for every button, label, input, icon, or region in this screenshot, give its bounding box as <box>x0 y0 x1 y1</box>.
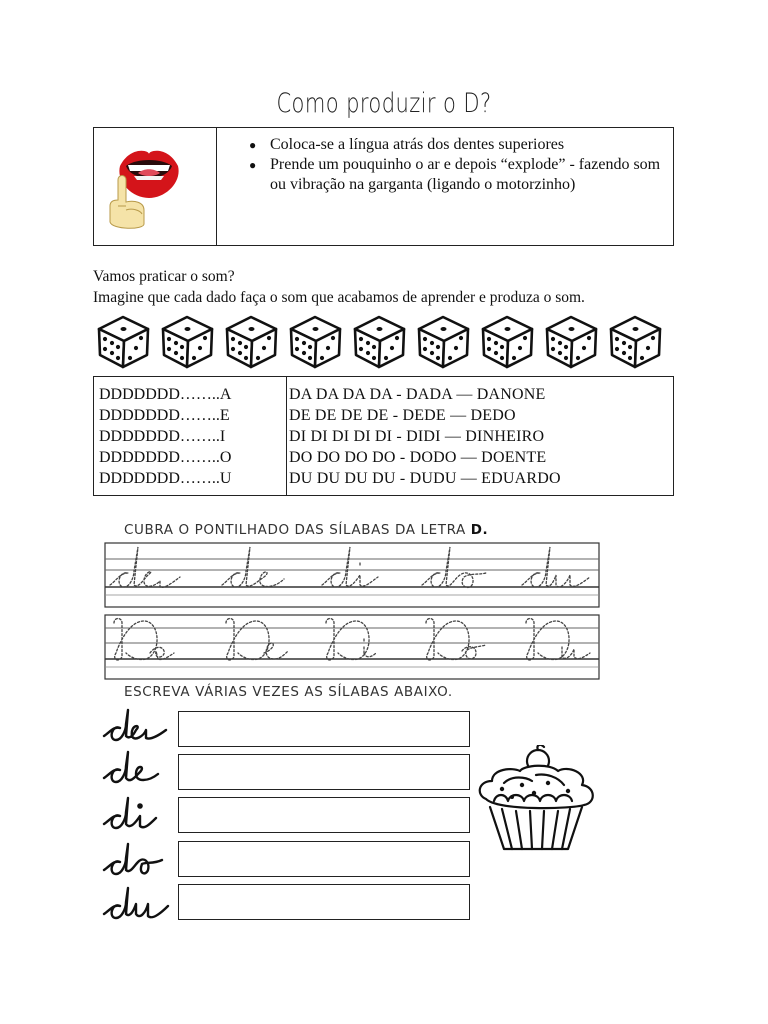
word-row: DO DO DO DO - DODO — DOENTE <box>289 449 547 466</box>
writing-box-di[interactable] <box>178 797 470 833</box>
dotted-syllable <box>522 541 523 542</box>
dotted-syllable <box>222 541 223 542</box>
die-icon <box>351 311 408 370</box>
writing-box-da[interactable] <box>178 711 470 747</box>
sound-row: DDDDDDD……..E <box>99 407 230 424</box>
dotted-syllable <box>109 541 110 542</box>
cupcake-illustration <box>472 745 600 857</box>
dotted-syllable <box>322 541 323 542</box>
sound-row: DDDDDDD……..I <box>99 428 226 445</box>
page-title: Como produzir o D? <box>276 88 492 119</box>
lowercase-syllable-labels <box>104 541 600 609</box>
cursive-syllable <box>100 706 101 707</box>
dotted-syllable <box>422 541 423 542</box>
dice-row <box>95 311 664 370</box>
writing-box-du[interactable] <box>178 884 470 920</box>
die-icon <box>95 311 152 370</box>
die-icon <box>543 311 600 370</box>
cover-heading-text: CUBRA O PONTILHADO DAS SÍLABAS DA LETRA <box>124 522 466 538</box>
sound-row: DDDDDDD……..U <box>99 470 232 487</box>
cursive-syllable <box>100 798 101 799</box>
lower-teeth <box>134 176 164 180</box>
writing-box-de[interactable] <box>178 754 470 790</box>
cursive-syllable <box>100 890 101 891</box>
sound-row: DDDDDDD……..A <box>99 386 232 403</box>
word-row: DI DI DI DI DI - DIDI — DINHEIRO <box>289 428 545 445</box>
bullet-item: ● Prende um pouquinho o ar e depois “explode” - fazendo som ou vibração na garganta (ligando o motorzinho) <box>247 155 662 195</box>
die-icon <box>607 311 664 370</box>
dotted-syllable <box>222 613 223 614</box>
die-icon <box>223 311 280 370</box>
cursive-syllable <box>100 752 101 753</box>
mouth-finger-illustration <box>104 140 194 232</box>
die-icon <box>159 311 216 370</box>
practice-question: Vamos praticar o som? <box>93 268 235 285</box>
dotted-syllable <box>422 613 423 614</box>
write-heading: ESCREVA VÁRIAS VEZES AS SÍLABAS ABAIXO. <box>124 684 453 700</box>
cursive-syllable <box>100 844 101 845</box>
word-row: DE DE DE DE - DEDE — DEDO <box>289 407 516 424</box>
word-row: DU DU DU DU - DUDU — EDUARDO <box>289 470 561 487</box>
intro-divider <box>216 127 217 246</box>
cover-heading-letter: D. <box>470 522 489 538</box>
die-icon <box>287 311 344 370</box>
cover-heading <box>124 522 488 538</box>
bullet-item: ● Coloca-se a língua atrás dos dentes superiores <box>247 135 662 155</box>
die-icon <box>479 311 536 370</box>
sound-table-left-column <box>99 384 231 489</box>
dotted-syllable <box>109 613 110 614</box>
dotted-syllable <box>522 613 523 614</box>
dotted-syllable <box>322 613 323 614</box>
sound-row: DDDDDDD……..O <box>99 449 232 466</box>
instruction-list <box>247 135 662 195</box>
word-row: DA DA DA DA - DADA — DANONE <box>289 386 546 403</box>
practice-instruction: Imagine que cada dado faça o som que acabamos de aprender e produza o som. <box>93 289 585 306</box>
uppercase-syllable-labels <box>104 613 600 681</box>
cursive-syllable-labels <box>100 706 170 926</box>
practice-text <box>93 266 585 308</box>
sound-table-right-column <box>289 384 561 489</box>
writing-box-do[interactable] <box>178 841 470 877</box>
die-icon <box>415 311 472 370</box>
sound-table-divider <box>286 376 287 496</box>
